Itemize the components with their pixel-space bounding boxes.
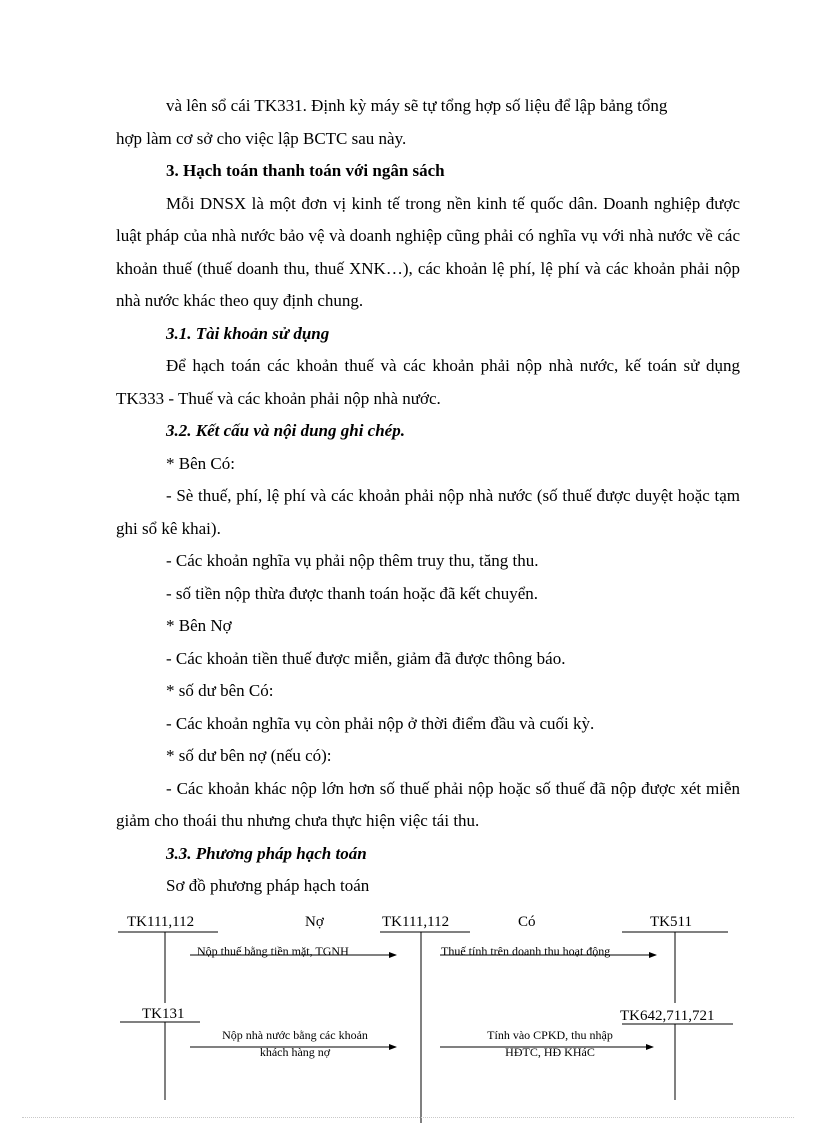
account-label-tk111-left: TK111,112: [127, 914, 195, 930]
list-item: - số tiền nộp thừa được thanh toán hoặc đã kết chuyển.: [166, 583, 539, 603]
list-item: - Các khoản tiền thuế được miễn, giảm đã được thông báo.: [166, 648, 566, 668]
debit-side-label: * Bên Nợ: [166, 616, 232, 635]
credit-side-label: * Bên Có:: [166, 453, 235, 473]
paragraph-line: hợp làm cơ sở cho việc lập BCTC sau này.: [116, 128, 407, 148]
section-heading-3: 3. Hạch toán thanh toán với ngân sách: [166, 161, 445, 180]
page-bottom-border: [22, 1117, 794, 1118]
subheading-3-3: 3.3. Phương pháp hạch toán: [166, 843, 367, 863]
subheading-3-2: 3.2. Kết cấu và nội dung ghi chép.: [166, 421, 405, 440]
credit-label: Có: [518, 914, 536, 930]
account-label-tk511: TK511: [650, 914, 692, 930]
arrow-label-revenue-tax: Thuế tính trên doanh thu hoạt động: [441, 944, 611, 958]
document-body: [116, 90, 740, 903]
credit-balance-label: * số dư bên Có:: [166, 681, 274, 700]
account-label-tk111-center: TK111,112: [382, 914, 450, 930]
debit-balance-label: * số dư bên nợ (nếu có):: [166, 746, 332, 765]
debit-label: Nợ: [305, 914, 324, 930]
paragraph-account: Để hạch toán các khoản thuế và các khoản phải nộp nhà nước, kế toán sử dụng TK333 - Thuế và các khoản phải nộp nhà nước.: [116, 356, 740, 408]
list-item: - Các khoản nghĩa vụ còn phải nộp ở thời điểm đầu và cuối kỳ.: [166, 713, 595, 733]
arrow-label-expense-line2: HĐTC, HĐ KHáC: [505, 1045, 595, 1059]
account-label-tk131: TK131: [142, 1006, 185, 1022]
list-item: - Sè thuế, phí, lệ phí và các khoản phải nộp nhà nước (số thuế được duyệt hoặc tạm ghi sổ kê khai).: [116, 486, 740, 538]
arrow-label-receivables-line2: khách hàng nợ: [259, 1045, 331, 1059]
paragraph-budget: Mỗi DNSX là một đơn vị kinh tế trong nền kinh tế quốc dân. Doanh nghiệp được luật pháp của nhà nước bảo vệ và doanh nghiệp cũng phải có nghĩa vụ với nhà nước về các khoản thuế (thuế doanh thu, thuế XNK…), các khoản lệ phí, lệ phí và các khoản phải nộp nhà nước khác theo quy định chung.: [116, 193, 740, 310]
list-item: - Các khoản khác nộp lớn hơn số thuế phải nộp hoặc số thuế đã nộp được xét miễn giảm cho thoái thu nhưng chưa thực hiện việc tái thu.: [116, 778, 740, 830]
subheading-3-1: 3.1. Tài khoản sử dụng: [166, 323, 330, 343]
arrow-label-cash-payment: Nộp thuế bằng tiền mặt, TGNH: [197, 944, 349, 958]
account-label-tk642: TK642,711,721: [620, 1008, 715, 1024]
arrow-label-receivables-line1: Nộp nhà nước bằng các khoản: [222, 1028, 368, 1042]
arrow-label-expense-line1: Tính vào CPKD, thu nhập: [487, 1028, 613, 1042]
diagram-caption: Sơ đồ phương pháp hạch toán: [166, 876, 370, 895]
paragraph-line: và lên sổ cái TK331. Định kỳ máy sẽ tự tổng hợp số liệu để lập bảng tổng: [166, 96, 668, 115]
list-item: - Các khoản nghĩa vụ phải nộp thêm truy thu, tăng thu.: [166, 551, 539, 570]
accounting-diagram: [0, 905, 816, 1123]
